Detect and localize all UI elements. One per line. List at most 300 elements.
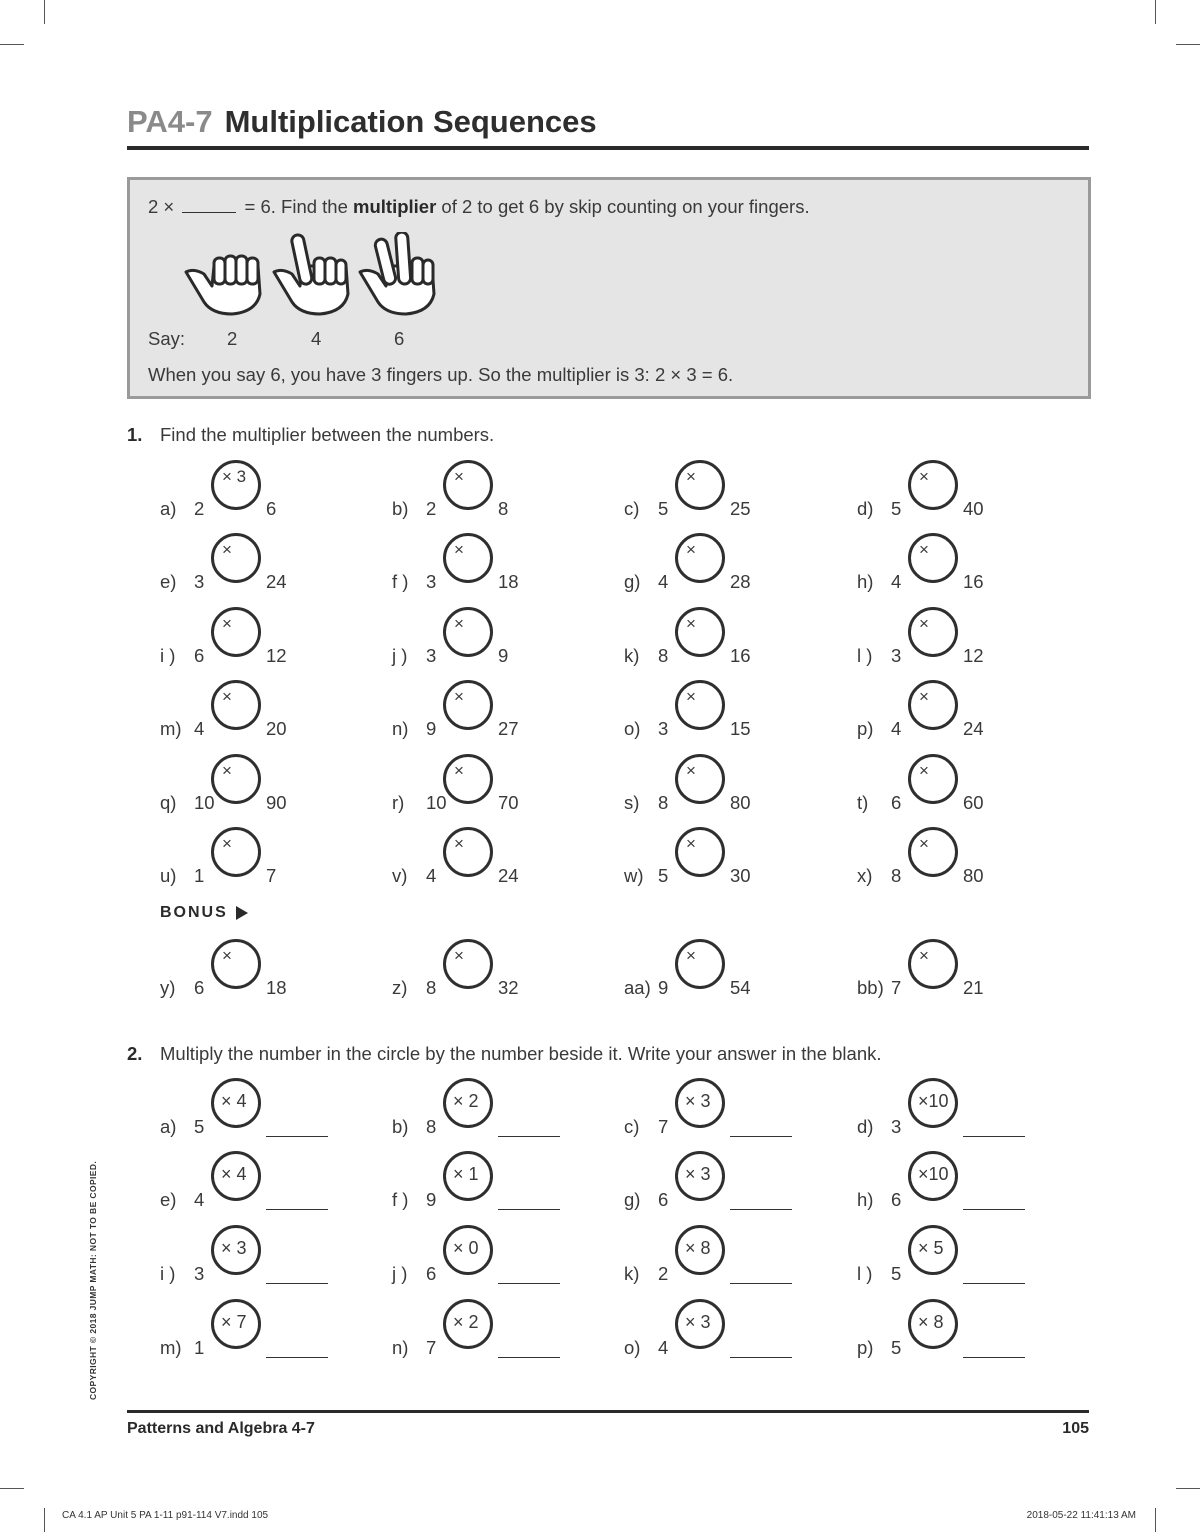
multiplier-text: ×: [454, 761, 464, 780]
problem-label: b): [392, 498, 409, 519]
multiplier-text: × 5: [918, 1238, 944, 1258]
multiplier-circle[interactable]: [211, 460, 261, 510]
start-number: 1: [194, 1337, 205, 1358]
multiplier-circle[interactable]: [443, 1225, 493, 1275]
problem-item: [392, 939, 592, 999]
problem-item: [857, 1299, 1057, 1359]
problem-label: o): [624, 718, 641, 739]
problem-item: [624, 533, 824, 593]
problem-item: [160, 533, 360, 593]
multiplier-text: ×: [686, 761, 696, 780]
answer-blank[interactable]: [266, 1283, 328, 1284]
problem-item: [160, 1078, 360, 1138]
multiplier-circle[interactable]: [675, 607, 725, 657]
answer-blank[interactable]: [498, 1357, 560, 1358]
problem-item: [160, 607, 360, 667]
problem-item: [857, 939, 1057, 999]
multiplier-circle[interactable]: [675, 460, 725, 510]
crop-mark: [1176, 44, 1200, 45]
multiplier-circle[interactable]: [908, 1078, 958, 1128]
multiplier-circle[interactable]: [443, 533, 493, 583]
multiplier-text: ×: [919, 687, 929, 706]
multiplier-text: ×: [454, 687, 464, 706]
problem-item: [857, 607, 1057, 667]
problem-label: w): [624, 865, 644, 886]
problem-item: [160, 827, 360, 887]
start-number: 5: [891, 498, 902, 519]
answer-blank[interactable]: [963, 1209, 1025, 1210]
multiplier-text: ×: [454, 540, 464, 559]
multiplier-text: ×: [222, 946, 232, 965]
end-number: 27: [498, 718, 519, 739]
end-number: 54: [730, 977, 751, 998]
end-number: 12: [266, 645, 287, 666]
crop-mark: [1155, 0, 1156, 24]
footer-divider: [127, 1410, 1089, 1413]
problem-item: [624, 1151, 824, 1211]
problem-item: [392, 460, 592, 520]
start-number: 6: [891, 792, 902, 813]
page-number: 105: [1062, 1420, 1089, 1437]
problem-item: [857, 460, 1057, 520]
start-number: 9: [426, 718, 437, 739]
answer-blank[interactable]: [730, 1357, 792, 1358]
bonus-label: [160, 904, 248, 922]
multiplier-circle[interactable]: [443, 607, 493, 657]
multiplier-circle[interactable]: [908, 680, 958, 730]
problem-item: [160, 460, 360, 520]
multiplier-circle[interactable]: [675, 827, 725, 877]
multiplier-text: ×10: [918, 1091, 949, 1111]
start-number: 4: [426, 865, 437, 886]
problem-item: [857, 754, 1057, 814]
problem-label: v): [392, 865, 408, 886]
start-number: 10: [426, 792, 447, 813]
multiplier-text: ×: [919, 467, 929, 486]
problem-label: p): [857, 718, 874, 739]
problem-item: [857, 1151, 1057, 1211]
title-divider: [127, 146, 1089, 150]
multiplier-circle[interactable]: [443, 680, 493, 730]
multiplier-circle[interactable]: [211, 754, 261, 804]
one-finger-hand-icon: [274, 234, 348, 314]
multiplier-circle[interactable]: [675, 533, 725, 583]
start-number: 2: [426, 498, 437, 519]
multiplier-circle[interactable]: [443, 1299, 493, 1349]
answer-blank[interactable]: [498, 1283, 560, 1284]
crop-mark: [44, 0, 45, 24]
problem-label: i ): [160, 1263, 176, 1284]
problem-label: r): [392, 792, 405, 813]
end-number: 6: [266, 498, 277, 519]
crop-mark: [1176, 1488, 1200, 1489]
problem-label: h): [857, 1189, 874, 1210]
problem-item: [392, 1151, 592, 1211]
example-explanation: When you say 6, you have 3 fingers up. So the multiplier is 3: 2 × 3 = 6.: [148, 364, 734, 385]
start-number: 6: [891, 1189, 902, 1210]
start-number: 3: [426, 645, 437, 666]
end-number: 21: [963, 977, 984, 998]
multiplier-text: ×: [454, 946, 464, 965]
end-number: 28: [730, 571, 751, 592]
intro-blank: [182, 198, 236, 213]
multiplier-circle[interactable]: [211, 607, 261, 657]
start-number: 3: [891, 645, 902, 666]
multiplier-text: ×: [919, 946, 929, 965]
start-number: 2: [658, 1263, 669, 1284]
multiplier-circle[interactable]: [675, 680, 725, 730]
problem-label: l ): [857, 1263, 873, 1284]
end-number: 80: [730, 792, 751, 813]
problem-label: e): [160, 571, 177, 592]
say-value: 6: [394, 328, 405, 349]
multiplier-text: ×: [454, 834, 464, 853]
end-number: 7: [266, 865, 277, 886]
start-number: 9: [658, 977, 669, 998]
answer-blank[interactable]: [730, 1136, 792, 1137]
end-number: 30: [730, 865, 751, 886]
fist-icon: [186, 256, 260, 314]
end-number: 16: [963, 571, 984, 592]
multiplier-text: × 3: [685, 1164, 711, 1184]
multiplier-text: × 8: [685, 1238, 711, 1258]
start-number: 6: [194, 645, 205, 666]
multiplier-circle[interactable]: [443, 1151, 493, 1201]
two-finger-hand-icon: [360, 232, 434, 314]
problem-label: c): [624, 498, 640, 519]
multiplier-text: ×10: [918, 1164, 949, 1184]
start-number: 6: [658, 1189, 669, 1210]
problem-label: h): [857, 571, 874, 592]
problem-item: [624, 1299, 824, 1359]
multiplier-text: ×: [222, 540, 232, 559]
start-number: 8: [891, 865, 902, 886]
start-number: 9: [426, 1189, 437, 1210]
lesson-code: PA4-7: [127, 104, 213, 139]
multiplier-circle[interactable]: [211, 1299, 261, 1349]
end-number: 80: [963, 865, 984, 886]
multiplier-circle[interactable]: [675, 1151, 725, 1201]
problem-item: [857, 1225, 1057, 1285]
footer-section: Patterns and Algebra 4-7: [127, 1420, 315, 1437]
problem-label: s): [624, 792, 640, 813]
multiplier-text: ×: [686, 946, 696, 965]
crop-mark: [44, 1508, 45, 1532]
problem-item: [160, 939, 360, 999]
problem-label: g): [624, 1189, 641, 1210]
end-number: 32: [498, 977, 519, 998]
problem-label: m): [160, 718, 182, 739]
multiplier-text: ×: [686, 687, 696, 706]
multiplier-text: ×: [454, 614, 464, 633]
problem-item: [857, 533, 1057, 593]
problem-item: [857, 680, 1057, 740]
multiplier-circle[interactable]: [211, 1225, 261, 1275]
start-number: 4: [891, 571, 902, 592]
problem-item: [160, 1225, 360, 1285]
counting-hands-illustration: [182, 232, 442, 318]
multiplier-circle[interactable]: [908, 1299, 958, 1349]
multiplier-circle[interactable]: [443, 460, 493, 510]
problem-label: k): [624, 1263, 640, 1284]
multiplier-text: × 3: [221, 1238, 247, 1258]
end-number: 15: [730, 718, 751, 739]
answer-blank[interactable]: [498, 1136, 560, 1137]
problem-label: i ): [160, 645, 176, 666]
start-number: 5: [891, 1337, 902, 1358]
end-number: 24: [266, 571, 287, 592]
multiplier-text: ×: [686, 834, 696, 853]
multiplier-text: × 2: [453, 1091, 479, 1111]
multiplier-circle[interactable]: [675, 939, 725, 989]
question-text: Find the multiplier between the numbers.: [160, 424, 495, 445]
problem-label: c): [624, 1116, 640, 1137]
multiplier-text: × 3: [685, 1091, 711, 1111]
answer-blank[interactable]: [963, 1283, 1025, 1284]
crop-mark: [0, 1488, 24, 1489]
problem-label: aa): [624, 977, 651, 998]
multiplier-text: ×: [919, 761, 929, 780]
problem-item: [392, 607, 592, 667]
multiplier-text: × 1: [453, 1164, 479, 1184]
multiplier-circle[interactable]: [908, 1225, 958, 1275]
answer-blank[interactable]: [730, 1209, 792, 1210]
multiplier-text: × 0: [453, 1238, 479, 1258]
problem-label: p): [857, 1337, 874, 1358]
start-number: 7: [658, 1116, 669, 1137]
problem-label: y): [160, 977, 176, 998]
problem-item: [624, 827, 824, 887]
start-number: 3: [194, 571, 205, 592]
multiplier-circle[interactable]: [675, 1078, 725, 1128]
answer-blank[interactable]: [266, 1209, 328, 1210]
problem-item: [624, 939, 824, 999]
problem-label: f ): [392, 1189, 409, 1210]
problem-item: [624, 1078, 824, 1138]
end-number: 70: [498, 792, 519, 813]
problem-item: [392, 1225, 592, 1285]
multiplier-circle[interactable]: [211, 1078, 261, 1128]
multiplier-text: × 3: [222, 467, 247, 486]
problem-item: [624, 607, 824, 667]
problem-item: [392, 680, 592, 740]
multiplier-circle[interactable]: [675, 1299, 725, 1349]
problem-label: d): [857, 498, 874, 519]
start-number: 10: [194, 792, 215, 813]
say-value: 4: [311, 328, 322, 349]
problem-label: d): [857, 1116, 874, 1137]
multiplier-circle[interactable]: [908, 827, 958, 877]
print-timestamp: 2018-05-22 11:41:13 AM: [1026, 1510, 1136, 1521]
problem-label: f ): [392, 571, 409, 592]
end-number: 90: [266, 792, 287, 813]
start-number: 3: [426, 571, 437, 592]
start-number: 4: [658, 571, 669, 592]
problem-label: x): [857, 865, 873, 886]
multiplier-text: ×: [919, 540, 929, 559]
start-number: 4: [891, 718, 902, 739]
start-number: 5: [658, 498, 669, 519]
problem-label: t): [857, 792, 869, 813]
bonus-text: BONUS: [160, 904, 228, 921]
problem-item: [160, 680, 360, 740]
start-number: 8: [658, 645, 669, 666]
start-number: 8: [426, 1116, 437, 1137]
multiplier-text: ×: [686, 467, 696, 486]
multiplier-circle[interactable]: [908, 533, 958, 583]
problem-label: o): [624, 1337, 641, 1358]
start-number: 4: [194, 1189, 205, 1210]
multiplier-text: ×: [222, 761, 232, 780]
answer-blank[interactable]: [963, 1357, 1025, 1358]
multiplier-circle[interactable]: [908, 1151, 958, 1201]
print-slug: CA 4.1 AP Unit 5 PA 1-11 p91-114 V7.indd 105: [62, 1510, 269, 1521]
intro-text: of 2 to get 6 by skip counting on your fingers.: [441, 196, 810, 217]
problem-item: [624, 680, 824, 740]
multiplier-text: ×: [919, 834, 929, 853]
question-number: 1.: [127, 424, 143, 445]
start-number: 5: [891, 1263, 902, 1284]
problem-label: a): [160, 1116, 177, 1137]
copyright-notice: COPYRIGHT © 2018 JUMP MATH: NOT TO BE COPIED.: [88, 1160, 98, 1400]
problem-label: l ): [857, 645, 873, 666]
problem-label: k): [624, 645, 640, 666]
multiplier-text: × 4: [221, 1164, 247, 1184]
crop-mark: [0, 44, 24, 45]
problem-item: [392, 827, 592, 887]
end-number: 25: [730, 498, 751, 519]
problem-label: n): [392, 1337, 409, 1358]
end-number: 24: [498, 865, 519, 886]
start-number: 7: [891, 977, 902, 998]
multiplier-text: ×: [222, 687, 232, 706]
problem-item: [392, 754, 592, 814]
end-number: 20: [266, 718, 287, 739]
play-arrow-icon: [236, 906, 248, 920]
problem-item: [857, 827, 1057, 887]
multiplier-circle[interactable]: [211, 827, 261, 877]
start-number: 8: [658, 792, 669, 813]
start-number: 5: [658, 865, 669, 886]
multiplier-text: × 8: [918, 1312, 944, 1332]
multiplier-circle[interactable]: [675, 1225, 725, 1275]
multiplier-text: ×: [686, 614, 696, 633]
multiplier-text: × 3: [685, 1312, 711, 1332]
end-number: 18: [498, 571, 519, 592]
multiplier-circle[interactable]: [908, 754, 958, 804]
page-title: [127, 104, 597, 140]
multiplier-circle[interactable]: [211, 939, 261, 989]
start-number: 7: [426, 1337, 437, 1358]
problem-item: [160, 1299, 360, 1359]
problem-label: m): [160, 1337, 182, 1358]
multiplier-circle[interactable]: [908, 607, 958, 657]
answer-blank[interactable]: [266, 1136, 328, 1137]
multiplier-text: ×: [222, 614, 232, 633]
problem-item: [160, 754, 360, 814]
end-number: 9: [498, 645, 509, 666]
start-number: 8: [426, 977, 437, 998]
problem-item: [392, 1078, 592, 1138]
intro-text: 2 ×: [148, 196, 175, 217]
answer-blank[interactable]: [498, 1209, 560, 1210]
problem-item: [624, 460, 824, 520]
multiplier-text: × 2: [453, 1312, 479, 1332]
lesson-title: Multiplication Sequences: [224, 104, 597, 139]
problem-label: n): [392, 718, 409, 739]
start-number: 2: [194, 498, 205, 519]
multiplier-circle[interactable]: [443, 754, 493, 804]
problem-label: e): [160, 1189, 177, 1210]
multiplier-text: × 7: [221, 1312, 247, 1332]
problem-label: u): [160, 865, 177, 886]
say-value: 2: [227, 328, 238, 349]
start-number: 3: [194, 1263, 205, 1284]
multiplier-text: ×: [454, 467, 464, 486]
start-number: 6: [426, 1263, 437, 1284]
start-number: 1: [194, 865, 205, 886]
example-box: [127, 177, 1091, 399]
problem-item: [392, 1299, 592, 1359]
intro-text: = 6. Find the: [244, 196, 348, 217]
example-intro: [148, 196, 810, 218]
end-number: 8: [498, 498, 509, 519]
problem-label: a): [160, 498, 177, 519]
answer-blank[interactable]: [730, 1283, 792, 1284]
multiplier-circle[interactable]: [443, 939, 493, 989]
end-number: 16: [730, 645, 751, 666]
problem-label: q): [160, 792, 177, 813]
start-number: 4: [658, 1337, 669, 1358]
start-number: 3: [891, 1116, 902, 1137]
problem-label: z): [392, 977, 408, 998]
end-number: 12: [963, 645, 984, 666]
answer-blank[interactable]: [266, 1357, 328, 1358]
problem-label: b): [392, 1116, 409, 1137]
multiplier-circle[interactable]: [211, 680, 261, 730]
answer-blank[interactable]: [963, 1136, 1025, 1137]
crop-mark: [1155, 1508, 1156, 1532]
end-number: 60: [963, 792, 984, 813]
problem-item: [392, 533, 592, 593]
problem-label: bb): [857, 977, 884, 998]
multiplier-circle[interactable]: [443, 1078, 493, 1128]
multiplier-text: ×: [686, 540, 696, 559]
multiplier-circle[interactable]: [675, 754, 725, 804]
question-number: 2.: [127, 1043, 143, 1064]
problem-label: g): [624, 571, 641, 592]
problem-label: j ): [392, 1263, 408, 1284]
end-number: 18: [266, 977, 287, 998]
multiplier-circle[interactable]: [908, 460, 958, 510]
start-number: 4: [194, 718, 205, 739]
problem-item: [160, 1151, 360, 1211]
say-label: Say:: [148, 328, 186, 349]
problem-item: [857, 1078, 1057, 1138]
end-number: 40: [963, 498, 984, 519]
multiplier-circle[interactable]: [443, 827, 493, 877]
start-number: 3: [658, 718, 669, 739]
multiplier-circle[interactable]: [908, 939, 958, 989]
multiplier-circle[interactable]: [211, 1151, 261, 1201]
multiplier-text: × 4: [221, 1091, 247, 1111]
question-text: Multiply the number in the circle by the number beside it. Write your answer in the blank.: [160, 1043, 882, 1064]
start-number: 5: [194, 1116, 205, 1137]
problem-item: [624, 1225, 824, 1285]
problem-label: j ): [392, 645, 408, 666]
multiplier-circle[interactable]: [211, 533, 261, 583]
intro-bold-term: multiplier: [353, 196, 437, 217]
